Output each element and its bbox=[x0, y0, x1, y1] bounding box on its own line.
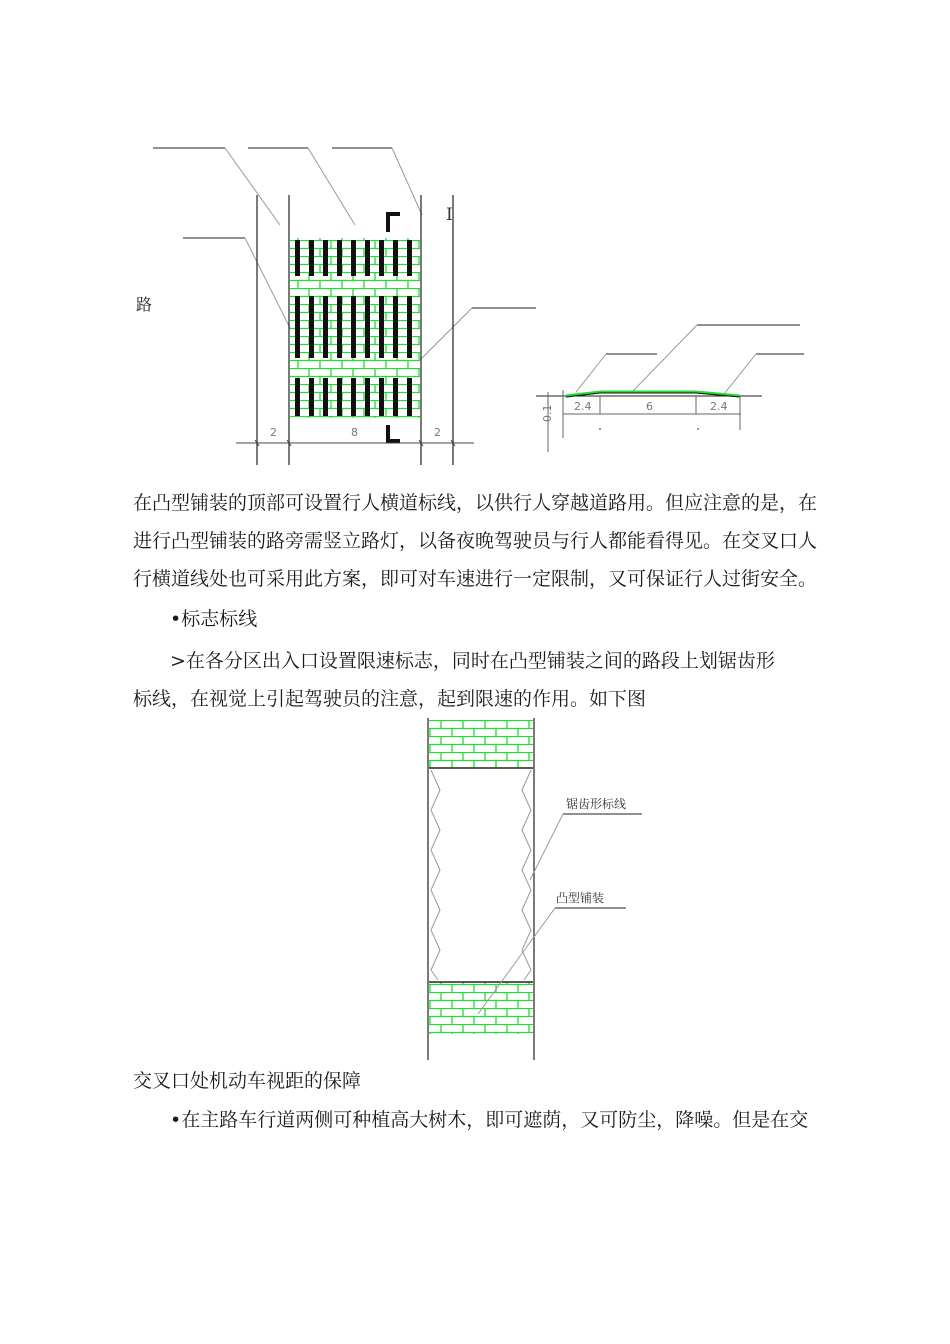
paragraph-2 bbox=[133, 642, 775, 718]
paragraph-1-line: 行横道线处也可采用此方案，即可对车速进行一定限制，又可保证行人过街安全。 bbox=[133, 568, 818, 590]
dim-left: 2 bbox=[270, 426, 277, 439]
dim-right: 2 bbox=[434, 426, 441, 439]
paragraph-2-line: >在各分区出入口设置限速标志，同时在凸型铺装之间的路段上划锯齿形 bbox=[170, 650, 775, 672]
label-zigzag: 锯齿形标线 bbox=[566, 797, 627, 811]
side-label: 路 bbox=[136, 295, 153, 314]
crosswalk-bars bbox=[295, 240, 412, 416]
section-heading: 交叉口处机动车视距的保障 bbox=[133, 1070, 362, 1092]
roman-label: I bbox=[446, 205, 453, 225]
dimension-line bbox=[236, 440, 474, 446]
paragraph-3: •在主路车行道两侧可种植高大树木，即可遮荫，又可防尘，降噪。但是在交 bbox=[170, 1109, 809, 1131]
dim-middle: 8 bbox=[351, 426, 358, 439]
figure-cross-section bbox=[536, 325, 804, 452]
cs-dim-right: 2.4 bbox=[710, 400, 728, 413]
section-mark-bottom bbox=[388, 425, 400, 441]
section-mark-top bbox=[388, 214, 400, 232]
paragraph-1-line: 在凸型铺装的顶部可设置行人横道标线，以供行人穿越道路用。但应注意的是，在 bbox=[133, 492, 818, 514]
paragraph-2-line: 标线，在视觉上引起驾驶员的注意，起到限速的作用。如下图 bbox=[133, 688, 647, 710]
cs-dim-middle: 6 bbox=[646, 400, 653, 413]
paragraph-1-line: 进行凸型铺装的路旁需竖立路灯，以备夜晚驾驶员与行人都能看得见。在交叉口人 bbox=[133, 530, 818, 552]
bullet-heading: •标志标线 bbox=[170, 608, 258, 630]
cs-dim-height: 0.1 bbox=[541, 404, 554, 422]
paragraph-1 bbox=[133, 484, 817, 598]
figure-zigzag bbox=[428, 718, 642, 1060]
cs-dim-left: 2.4 bbox=[574, 400, 592, 413]
label-hump: 凸型铺装 bbox=[556, 891, 605, 905]
